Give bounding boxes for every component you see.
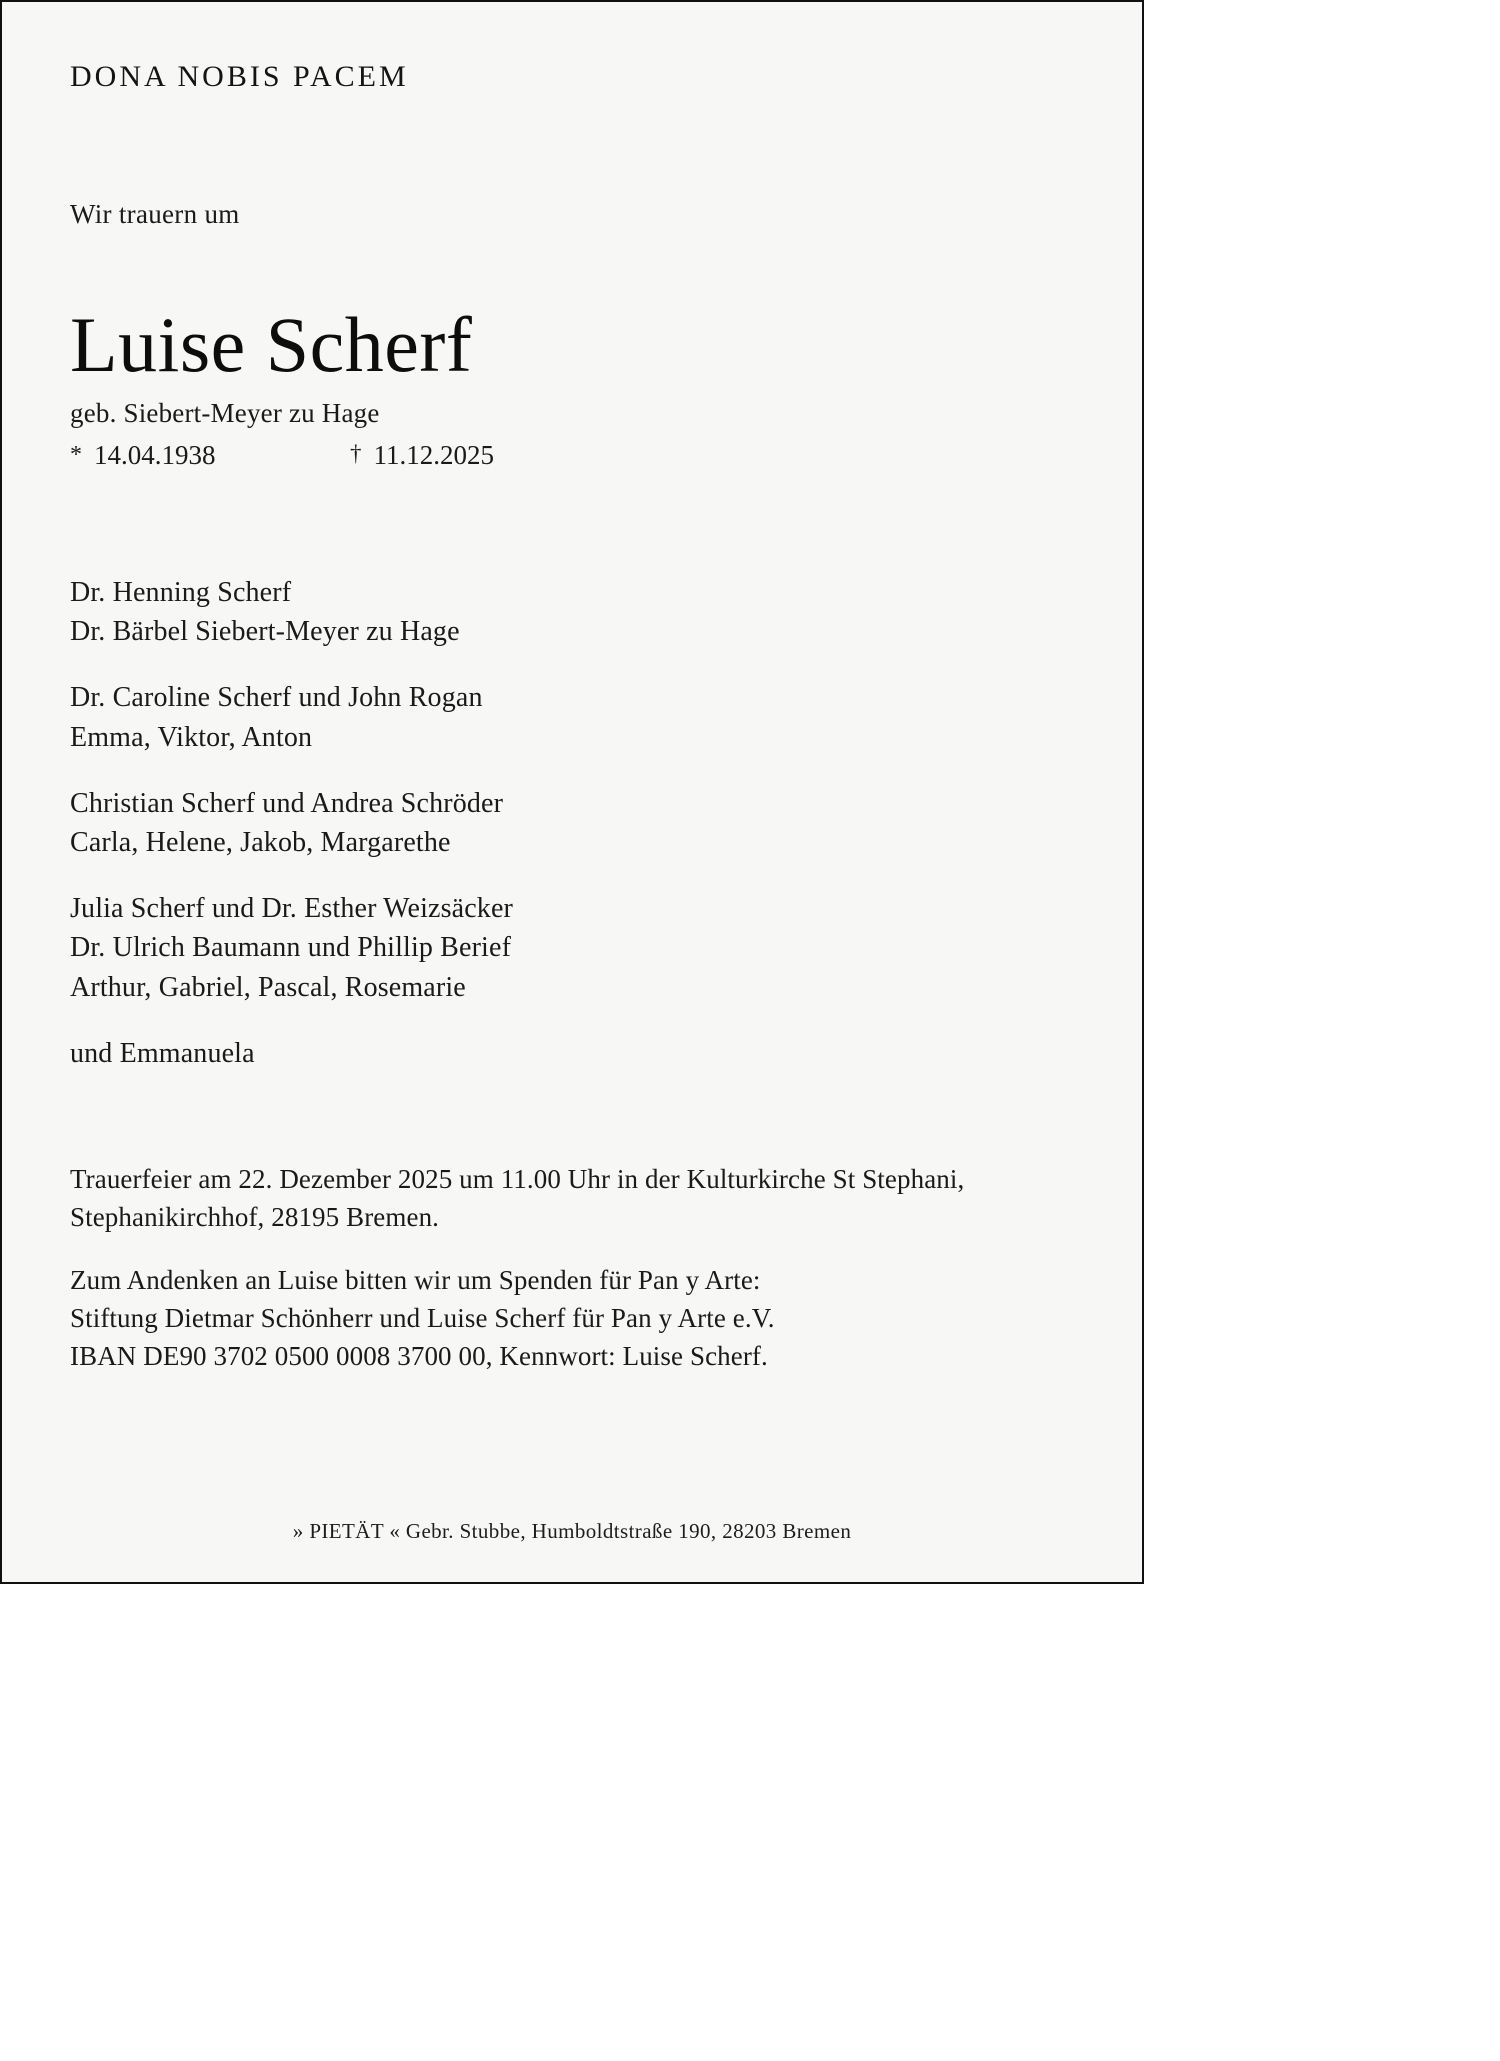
service-info [70, 1073, 1078, 1376]
obituary-content [2, 2, 1142, 1582]
birth-date-value: 14.04.1938 [94, 440, 216, 470]
deceased-dates [70, 429, 1078, 471]
mourner-group [70, 889, 1078, 1007]
birth-date-group [70, 440, 350, 471]
mourner-line: Dr. Ulrich Baumann und Phillip Berief [70, 932, 512, 964]
mourner-group [70, 1034, 1078, 1073]
deceased-name: Luise Scherf [70, 301, 473, 388]
mourner-group [70, 784, 1078, 862]
funeral-home-text: » PIETÄT « Gebr. Stubbe, Humboldtstraße 190, 28203 Bremen [292, 1519, 852, 1543]
funeral-service-block [70, 1161, 1078, 1237]
donation-block [70, 1262, 1078, 1375]
info-line: Stiftung Dietmar Schönherr und Luise Scherf für Pan y Arte e.V. [70, 1303, 775, 1334]
death-cross-icon: † [350, 441, 362, 466]
lead-text: Wir trauern um [70, 199, 240, 229]
mourner-line: Dr. Henning Scherf [70, 577, 292, 608]
deceased-maiden-name: geb. Siebert-Meyer zu Hage [70, 398, 380, 428]
mourner-line: Emma, Viktor, Anton [70, 721, 313, 753]
mourner-group [70, 678, 1078, 756]
mourner-line: Arthur, Gabriel, Pascal, Rosemarie [70, 971, 466, 1003]
mourner-line: Dr. Bärbel Siebert-Meyer zu Hage [70, 616, 460, 648]
mourner-group [70, 573, 1078, 651]
death-date-group [350, 440, 494, 471]
death-date-value: 11.12.2025 [373, 440, 494, 470]
mourners-list [70, 471, 1078, 1073]
mourner-line: Dr. Caroline Scherf und John Rogan [70, 682, 483, 714]
mourner-line: Christian Scherf und Andrea Schröder [70, 787, 504, 819]
mourner-line: und Emmanuela [70, 1037, 255, 1069]
info-line: Zum Andenken an Luise bitten wir um Spenden für Pan y Arte: [70, 1265, 761, 1296]
funeral-home-footer [2, 1519, 1142, 1544]
info-line: Trauerfeier am 22. Dezember 2025 um 11.00 Uhr in der Kulturkirche St Stephani, [70, 1163, 965, 1194]
mourner-line: Carla, Helene, Jakob, Margarethe [70, 826, 451, 858]
motto-text: DONA NOBIS PACEM [70, 60, 409, 93]
info-line: Stephanikirchhof, 28195 Bremen. [70, 1201, 440, 1232]
info-line-iban: IBAN DE90 3702 0500 0008 3700 00, Kennwort: Luise Scherf. [70, 1341, 768, 1372]
mourner-line: Julia Scherf und Dr. Esther Weizsäcker [70, 893, 514, 925]
birth-star-icon: * [70, 442, 82, 468]
deceased-block [70, 230, 1078, 471]
